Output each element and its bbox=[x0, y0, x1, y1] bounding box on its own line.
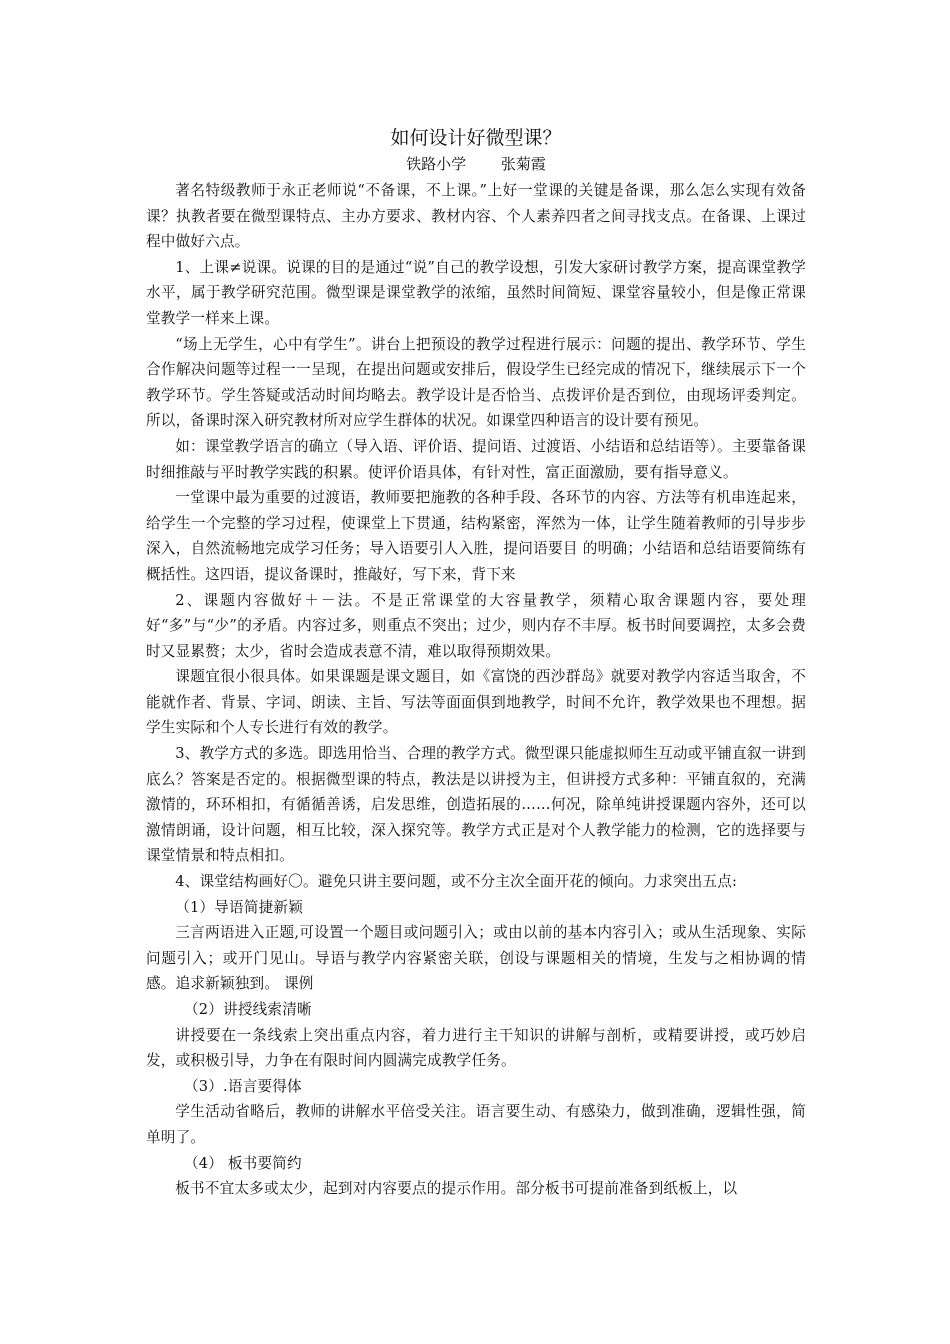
paragraph-speech: 学生活动省略后，教师的讲解水平倍受关注。语言要生动、有感染力，做到准确，逻辑性强，简单明了。 bbox=[146, 1103, 806, 1146]
paragraph-intro-lead: 三言两语进入正题,可设置一个题目或问题引入；或由以前的基本内容引入；或从生活现象、实际问题引入；或开门见山。导语与教学内容紧密关联，创设与课题相关的情境，生发与之相协调的情感。追求新颖独到。 课例 bbox=[146, 924, 806, 993]
subheading-4: （4） 板书要简约 bbox=[183, 1154, 302, 1172]
document-body bbox=[146, 124, 806, 1202]
paragraph-language: 如：课堂教学语言的确立（导入语、评价语、提问语、过渡语、小结语和总结语等）。主要靠备课时细推敲与平时教学实践的积累。使评价语具体，有针对性，富正面激励，要有指导意义。 bbox=[146, 437, 806, 481]
paragraph-transition: 一堂课中最为重要的过渡语，教师要把施教的各种手段、各环节的内容、方法等有机串连起来，给学生一个完整的学习过程，使课堂上下贯通，结构紧密，浑然为一体，让学生随着教师的引导步步深入，自然流畅地完成学习任务；导入语要引人入胜，提问语要目 的明确；小结语和总结语要简练有概括性。这四语，提议备课时，推敲好，写下来，背下来 bbox=[146, 489, 806, 583]
document-author: 铁路小学 张菊霞 bbox=[406, 155, 546, 173]
paragraph-point-2: 2、课题内容做好＋－法。不是正常课堂的大容量教学，须精心取舍课题内容，要处理好“多”与“少”的矛盾。内容过多，则重点不突出；过少，则内存不丰厚。板书时间要调控，太多会费时又显累赘；太少，省时会造成表意不清，难以取得预期效果。 bbox=[146, 591, 806, 660]
subheading-1: （1）导语简捷新颖 bbox=[175, 898, 304, 916]
paragraph-point-1: 1、上课≠说课。说课的目的是通过“说”自己的教学设想，引发大家研讨教学方案，提高课堂教学水平，属于教学研究范围。微型课是课堂教学的浓缩，虽然时间简短、课堂容量较小，但是像正常课堂教学一样来上课。 bbox=[146, 258, 806, 327]
paragraph-no-students: “场上无学生，心中有学生”。讲台上把预设的教学过程进行展示：问题的提出、教学环节、学生合作解决问题等过程一一呈现，在提出问题或安排后，假设学生已经完成的情况下，继续展示下一个教学环节。学生答疑或活动时间均略去。教学设计是否恰当、点拨评价是否到位，由现场评委判定。所以，备课时深入研究教材所对应学生群体的状况。如课堂四种语言的设计要有预见。 bbox=[146, 335, 806, 430]
paragraph-point-3: 3、教学方式的多选。即选用恰当、合理的教学方式。微型课只能虚拟师生互动或平铺直叙一讲到底么？答案是否定的。根据微型课的特点，教法是以讲授为主，但讲授方式多种：平铺直叙的，充满激情的，环环相扣，有循循善诱，启发思维，创造拓展的……何况，除单纯讲授课题内容外，还可以激情朗诵，设计问题，相互比较，深入探究等。教学方式正是对个人教学能力的检测，它的选择要与课堂情景和特点相扣。 bbox=[146, 745, 807, 865]
paragraph-topic: 课题宜很小很具体。如果课题是课文题目，如《富饶的西沙群岛》就要对教学内容适当取舍，不能就作者、背景、字词、朗读、主旨、写法等面面俱到地教学，时间不允许，教学效果也不理想。据学生实际和个人专长进行有效的教学。 bbox=[146, 668, 806, 737]
subheading-3: （3）.语言要得体 bbox=[183, 1077, 302, 1095]
paragraph-point-4: 4、课堂结构画好〇。避免只讲主要问题，或不分主次全面开花的倾向。力求突出五点: bbox=[175, 873, 738, 891]
subheading-2: （2）讲授线索清晰 bbox=[183, 1001, 312, 1018]
paragraph-board: 板书不宜太多或太少，起到对内容要点的提示作用。部分板书可提前准备到纸板上，以 bbox=[175, 1180, 738, 1198]
document-title: 如何设计好微型课？ bbox=[390, 127, 562, 149]
paragraph-clue: 讲授要在一条线索上突出重点内容，着力进行主干知识的讲解与剖析，或精要讲授，或巧妙启发，或积极引导，力争在有限时间内圆满完成教学任务。 bbox=[146, 1026, 806, 1070]
paragraph-intro: 著名特级教师于永正老师说“不备课，不上课。”上好一堂课的关键是备课，那么怎么实现有效备课？执教者要在微型课特点、主办方要求、教材内容、个人素养四者之间寻找支点。在备课、上课过程中做好六点。 bbox=[146, 182, 806, 251]
